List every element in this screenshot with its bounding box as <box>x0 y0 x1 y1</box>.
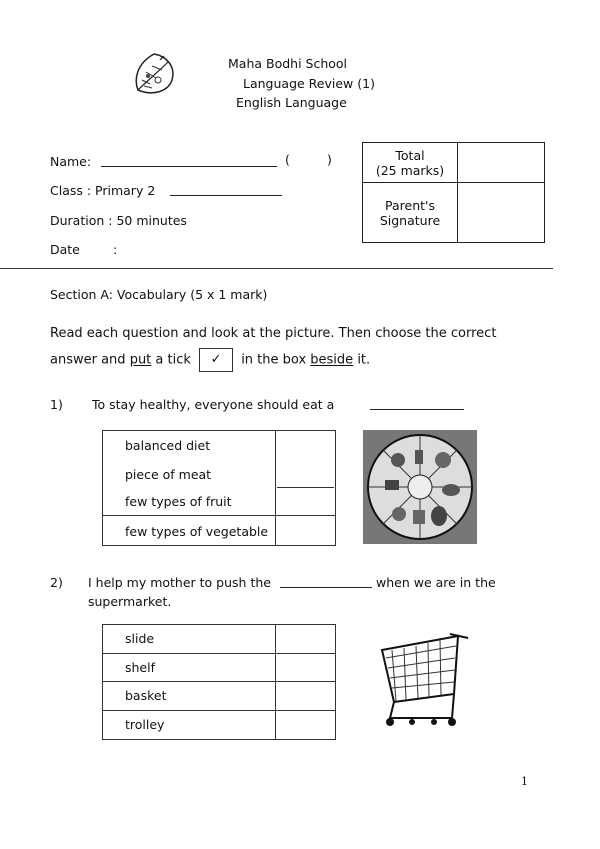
option-few-vegetable: few types of vegetable <box>125 524 269 539</box>
signature-cell[interactable] <box>458 183 545 243</box>
question-2-number: 2) <box>50 575 63 590</box>
page-number: 1 <box>521 775 528 788</box>
question-2-text-end: when we are in the <box>376 575 496 590</box>
name-bracket-open: ( <box>285 152 290 167</box>
duration-label: Duration : 50 minutes <box>50 213 187 228</box>
question-2-options <box>102 624 336 740</box>
score-table <box>362 142 545 243</box>
options-divider <box>275 431 276 545</box>
name-line[interactable] <box>101 166 277 167</box>
instr-text-d: it. <box>357 352 371 368</box>
instruction-line2 <box>50 348 370 372</box>
question-1-options <box>102 430 336 546</box>
tick-box-few-vegetable[interactable] <box>277 516 334 544</box>
tick-box-piece-of-meat[interactable] <box>277 459 334 487</box>
total-marks-label: (25 marks) <box>375 162 445 178</box>
question-1-text: To stay healthy, everyone should eat a <box>92 397 335 412</box>
instr-beside: beside <box>310 352 354 368</box>
shopping-trolley-icon <box>372 628 472 728</box>
tick-box-separator <box>277 487 334 488</box>
option-balanced-diet: balanced diet <box>125 438 211 453</box>
question-2-blank <box>280 587 372 588</box>
school-name: Maha Bodhi School <box>228 56 348 71</box>
tick-box-basket[interactable] <box>277 681 334 709</box>
subject-title: English Language <box>236 95 347 110</box>
question-1-blank <box>370 409 464 410</box>
instr-put: put <box>129 352 152 368</box>
signature-label-line1: Parent's <box>385 197 435 213</box>
option-piece-of-meat: piece of meat <box>125 467 212 482</box>
date-label: Date <box>50 242 80 257</box>
class-line[interactable] <box>170 195 282 196</box>
option-few-fruit: few types of fruit <box>125 494 232 509</box>
instr-text-a: answer and <box>50 352 126 368</box>
total-label-cell <box>363 143 458 183</box>
instruction-line1: Read each question and look at the picture. Then choose the correct <box>50 326 497 341</box>
question-2-text: I help my mother to push the <box>88 575 271 590</box>
instr-text-c: in the box <box>241 352 307 368</box>
tick-box-few-fruit[interactable] <box>277 487 334 515</box>
option-slide: slide <box>125 631 155 646</box>
question-1-number: 1) <box>50 397 63 412</box>
options-divider <box>275 625 276 739</box>
date-colon: : <box>113 242 118 257</box>
school-logo <box>130 50 178 98</box>
total-score-cell[interactable] <box>458 143 545 183</box>
signature-label-line2: Signature <box>379 212 441 228</box>
tick-example-box: ✓ <box>199 348 233 372</box>
review-title: Language Review (1) <box>243 76 375 91</box>
tick-box-slide[interactable] <box>277 625 334 653</box>
option-basket: basket <box>125 688 167 703</box>
class-label: Class : Primary 2 <box>50 183 156 198</box>
option-shelf: shelf <box>125 660 155 675</box>
total-label: Total <box>395 147 425 163</box>
name-bracket-close: ) <box>327 152 332 167</box>
question-2-text-line2: supermarket. <box>88 594 172 609</box>
tick-box-trolley[interactable] <box>277 710 334 738</box>
food-plate-icon <box>363 430 477 544</box>
section-title: Section A: Vocabulary (5 x 1 mark) <box>50 287 268 302</box>
signature-label-cell <box>363 183 458 243</box>
divider <box>0 268 553 269</box>
tick-box-shelf[interactable] <box>277 653 334 681</box>
instr-text-b: a tick <box>155 352 191 368</box>
name-label: Name: <box>50 154 92 169</box>
tick-box-balanced-diet[interactable] <box>277 431 334 459</box>
option-trolley: trolley <box>125 717 165 732</box>
